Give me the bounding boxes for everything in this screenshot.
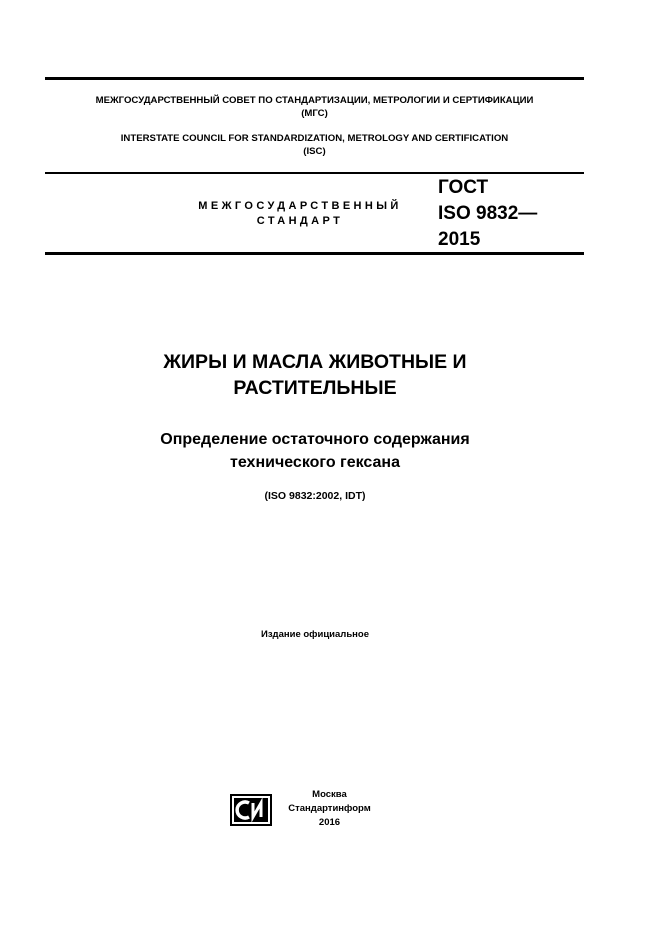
publisher-city: Москва [312,789,347,800]
document-title-line1: ЖИРЫ И МАСЛА ЖИВОТНЫЕ И [163,351,467,373]
standard-code [438,175,537,253]
standartinform-logo-icon [230,794,272,826]
document-title-line2: РАСТИТЕЛЬНЫЕ [233,377,397,399]
standard-code-line2: ISO 9832— [438,203,538,224]
council-abbr-ru: (МГС) [301,108,328,119]
bottom-rule [45,252,584,255]
document-subtitle-line2: технического гексана [230,454,400,471]
publication-year: 2016 [318,817,341,828]
standard-code-line1: ГОСТ [438,177,489,198]
top-rule [45,77,584,80]
iso-reference: (ISO 9832:2002, IDT) [264,490,366,502]
standard-label-line1: МЕЖГОСУДАРСТВЕННЫЙ [198,200,402,212]
council-name-ru: МЕЖГОСУДАРСТВЕННЫЙ СОВЕТ ПО СТАНДАРТИЗАЦИИ, МЕТРОЛОГИИ И СЕРТИФИКАЦИИ [95,95,534,106]
edition-note: Издание официальное [261,629,369,640]
council-abbr-en: (ISC) [303,146,326,157]
standard-code-line3: 2015 [438,229,481,250]
standard-label-line2: СТАНДАРТ [256,215,344,227]
document-subtitle-line1: Определение остаточного содержания [160,431,470,448]
middle-rule [45,172,584,174]
council-name-en: INTERSTATE COUNCIL FOR STANDARDIZATION, METROLOGY AND CERTIFICATION [120,133,509,144]
publisher-name: Стандартинформ [288,803,371,814]
